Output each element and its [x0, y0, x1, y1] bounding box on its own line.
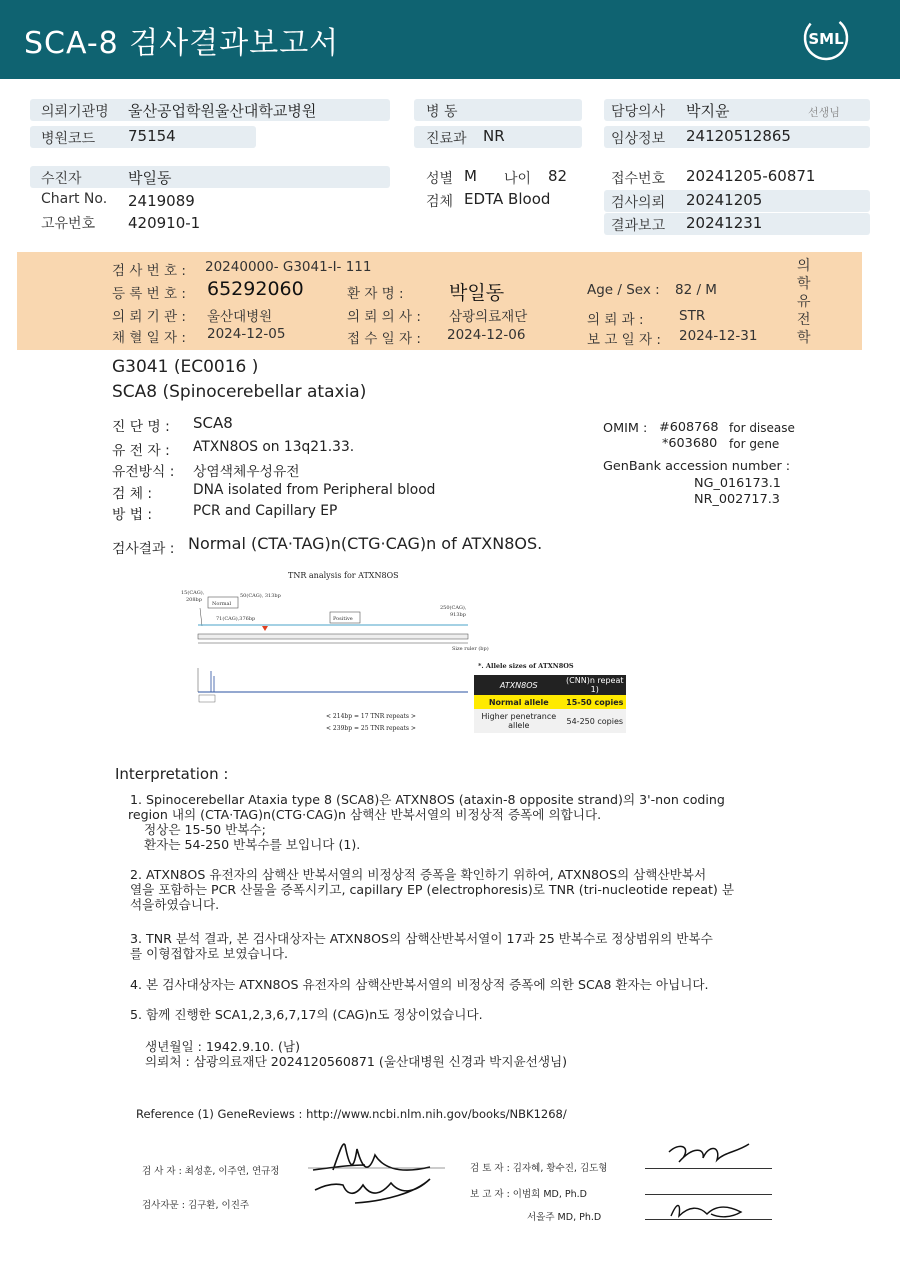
- age-label: 나이: [504, 171, 532, 187]
- interpretation-p5: 5. 함께 진행한 SCA1,2,3,6,7,17의 (CAG)n도 정상이었습니다.: [130, 1007, 483, 1022]
- collect-label: 채 혈 일 자 :: [112, 330, 186, 346]
- reporter-line-2: 서올주 MD, Ph.D: [527, 1212, 602, 1223]
- test-no-value: 20240000- G3041-Ⅰ- 111: [205, 259, 372, 275]
- examinee-box: [30, 166, 390, 188]
- interpretation-p1: [130, 792, 725, 852]
- diagnosis-label: 진 단 명 :: [112, 419, 170, 435]
- test-name: SCA8 (Spinocerebellar ataxia): [112, 382, 367, 402]
- report-value: 2024-12-31: [679, 328, 758, 344]
- fig-label-2: 208bp: [186, 597, 202, 603]
- peak-label-box: [199, 695, 215, 702]
- dept-label: 진료과: [426, 131, 467, 147]
- examiner-signature-icon: [305, 1135, 455, 1210]
- allele-size-table: [474, 675, 626, 733]
- method-label: 방 법 :: [112, 507, 153, 523]
- institution-label: 의뢰기관명: [41, 104, 109, 120]
- table-header-repeat: (CNN)n repeat 1): [566, 676, 624, 694]
- interpretation-p3: [130, 931, 713, 961]
- result-label: 검사결과 :: [112, 541, 175, 557]
- request-date-value: 20241205: [686, 191, 763, 209]
- report-date-value: 20241231: [686, 214, 763, 232]
- req-doc-label: 의 뢰 의 사 :: [347, 309, 421, 325]
- interpretation-p2: [130, 867, 734, 912]
- advisor-line: 검사자문 : 김구환, 이진주: [142, 1200, 250, 1211]
- examiner-line: 검 사 자 : 최성훈, 이주연, 연규정: [142, 1166, 280, 1177]
- p1-line-4: 환자는 54-250 반복수를 보입니다 (1).: [144, 837, 361, 852]
- collect-value: 2024-12-05: [207, 326, 286, 342]
- fig-label-8: 913bp: [450, 612, 466, 618]
- omim-disease: #608768: [659, 420, 719, 435]
- reviewer-signature-icon: [665, 1138, 755, 1173]
- age-sex-value: 82 / M: [675, 282, 717, 298]
- birth-date: 생년월일 : 1942.9.10. (남): [145, 1039, 301, 1054]
- specimen-label: 검체: [426, 194, 454, 210]
- age-sex-label: Age / Sex :: [587, 282, 660, 298]
- p2-line-3: 석을하였습니다.: [130, 897, 220, 912]
- fig-label-5: 71(CAG),376bp: [216, 616, 256, 622]
- receipt-no-value: 20241205-60871: [686, 167, 816, 185]
- receive-label: 접 수 일 자 :: [347, 331, 421, 347]
- p1-line-2: region 내의 (CTA·TAG)n(CTG·CAG)n 삼핵산 반복서열의 비정상적 증폭에 의합니다.: [128, 807, 602, 822]
- p3-line-1: 3. TNR 분석 결과, 본 검사대상자는 ATXN8OS의 삼핵산반복서열이 17과 25 반복수로 정상범위의 반복수: [130, 931, 713, 946]
- allele-title: *. Allele sizes of ATXN8OS: [478, 662, 574, 670]
- omim-disease-note: for disease: [729, 421, 795, 435]
- request-date-label: 검사의뢰: [611, 195, 666, 211]
- logo-text: SML: [808, 30, 844, 48]
- report-label: 보 고 일 자 :: [587, 332, 661, 348]
- penetrance-allele-label: Higher penetrance allele: [481, 712, 557, 730]
- genbank-2: NR_002717.3: [694, 492, 780, 507]
- inheritance-value: 상염색체우성유전: [193, 464, 300, 480]
- reporter-line: 보 고 자 : 이범희 MD, Ph.D: [470, 1189, 587, 1200]
- institution-value: 울산공업학원울산대학교병원: [128, 102, 317, 120]
- ruler-bar: [198, 634, 468, 639]
- penetrance-allele-copies: 54-250 copies: [566, 716, 624, 726]
- interpretation-title: Interpretation :: [115, 765, 229, 783]
- reporter-signature-line: [645, 1194, 772, 1195]
- p1-line-1: 1. Spinocerebellar Ataxia type 8 (SCA8)은 ATXN8OS (ataxin-8 opposite strand)의 3'-non coding: [130, 792, 725, 807]
- normal-allele-copies: 15-50 copies: [566, 697, 624, 707]
- size-ruler-label: Size ruler (bp): [452, 646, 489, 652]
- fig-label-7: 250(CAG),: [440, 605, 467, 611]
- p2-line-2: 열을 포함하는 PCR 산물을 증폭시키고, capillary EP (electrophoresis)로 TNR (tri-nucleotide repeat) 분: [130, 882, 735, 897]
- receive-value: 2024-12-06: [447, 327, 526, 343]
- doctor-value: 박지윤: [686, 102, 730, 120]
- reference-text: Reference (1) GeneReviews : http://www.ncbi.nlm.nih.gov/books/NBK1268/: [136, 1107, 567, 1121]
- band-dept-label: 의 뢰 과 :: [587, 312, 644, 328]
- report-date-label: 결과보고: [611, 218, 666, 234]
- patient-label: 환 자 명 :: [347, 286, 404, 302]
- unique-no-value: 420910-1: [128, 214, 201, 232]
- genbank-1: NG_016173.1: [694, 476, 781, 491]
- sex-label: 성별: [426, 171, 454, 187]
- doctor-label: 담당의사: [611, 104, 666, 120]
- hospital-code-label: 병원코드: [41, 131, 96, 147]
- gene-value: ATXN8OS on 13q21.33.: [193, 439, 355, 455]
- table-row-penetrance: [474, 709, 626, 733]
- unique-no-label: 고유번호: [41, 216, 96, 232]
- specimen-value: EDTA Blood: [464, 190, 551, 208]
- hospital-code-value: 75154: [128, 127, 176, 145]
- table-header-row: [474, 675, 626, 695]
- clinical-value: 24120512865: [686, 127, 791, 145]
- genbank-label: GenBank accession number :: [603, 459, 791, 474]
- omim-gene: *603680: [662, 436, 718, 451]
- doctor-title: 선생님: [808, 106, 840, 119]
- result-value: Normal (CTA·TAG)n(CTG·CAG)n of ATXN8OS.: [188, 534, 543, 553]
- p2-line-1: 2. ATXN8OS 유전자의 삼핵산 반복서열의 비정상적 증폭을 확인하기 위하여, ATXN8OS의 삼핵산반복서: [130, 867, 707, 882]
- test-code: G3041 (EC0016 ): [112, 357, 259, 377]
- gene-label: 유 전 자 :: [112, 443, 170, 459]
- chart-no-label: Chart No.: [41, 191, 108, 207]
- sample-label: 검 체 :: [112, 486, 153, 502]
- test-no-label: 검 사 번 호 :: [112, 263, 186, 279]
- patient-value: 박일동: [449, 282, 505, 304]
- examinee-label: 수진자: [41, 171, 82, 187]
- clinical-label: 임상정보: [611, 131, 666, 147]
- age-value: 82: [548, 167, 568, 185]
- fig-label-1: 15(CAG),: [181, 590, 205, 596]
- sex-value: M: [464, 167, 477, 185]
- reg-no-value: 65292060: [207, 278, 304, 300]
- p1-line-3: 정상은 15-50 반복수;: [144, 822, 266, 837]
- repeat-1: < 214bp = 17 TNR repeats >: [326, 713, 416, 720]
- ward-label: 병 동: [426, 104, 458, 120]
- page-title: SCA-8 검사결과보고서: [24, 26, 340, 61]
- reviewer-line: 검 토 자 : 김자혜, 황수진, 김도형: [470, 1163, 608, 1174]
- omim-label: OMIM :: [603, 421, 648, 436]
- referrer-info: 의뢰처 : 삼광의료재단 2024120560871 (울산대병원 신경과 박지윤선생님): [145, 1054, 568, 1069]
- band-dept-value: STR: [679, 308, 706, 324]
- vertical-dept: 의학유전학: [797, 258, 811, 346]
- report-header: [0, 0, 900, 79]
- chart-no-value: 2419089: [128, 192, 195, 210]
- dept-value: NR: [483, 127, 505, 145]
- receipt-no-label: 접수번호: [611, 171, 666, 187]
- table-header-gene: ATXN8OS: [499, 680, 538, 690]
- normal-allele-label: Normal allele: [488, 697, 549, 707]
- normal-range-line: [200, 608, 202, 626]
- req-doc-value: 삼광의료재단: [449, 309, 528, 325]
- repeat-2: < 239bp = 25 TNR repeats >: [326, 725, 416, 732]
- interpretation-p4: 4. 본 검사대상자는 ATXN8OS 유전자의 삼핵산반복서열의 비정상적 증폭에 의한 SCA8 환자는 아닙니다.: [130, 977, 709, 992]
- req-inst-value: 울산대병원: [207, 309, 273, 325]
- method-value: PCR and Capillary EP: [193, 503, 338, 519]
- req-inst-label: 의 뢰 기 관 :: [112, 309, 186, 325]
- table-row-normal: [474, 695, 626, 709]
- sample-value: DNA isolated from Peripheral blood: [193, 482, 436, 498]
- p3-line-2: 를 이형접합자로 보였습니다.: [130, 946, 288, 961]
- fig-label-4: 50(CAG), 313bp: [240, 593, 281, 599]
- diagnosis-value: SCA8: [193, 414, 233, 432]
- fig-label-normal: Normal: [212, 601, 232, 607]
- lab-info-band: [17, 252, 862, 350]
- sml-logo-icon: [802, 14, 850, 62]
- inheritance-label: 유전방식 :: [112, 464, 175, 480]
- reg-no-label: 등 록 번 호 :: [112, 286, 186, 302]
- fig-label-positive: Positive: [333, 616, 353, 622]
- reporter2-signature-icon: [665, 1198, 755, 1222]
- omim-gene-note: for gene: [729, 437, 780, 451]
- figure-title: TNR analysis for ATXN8OS: [288, 571, 399, 580]
- examinee-value: 박일동: [128, 169, 172, 187]
- marker-arrow-icon: [262, 626, 268, 631]
